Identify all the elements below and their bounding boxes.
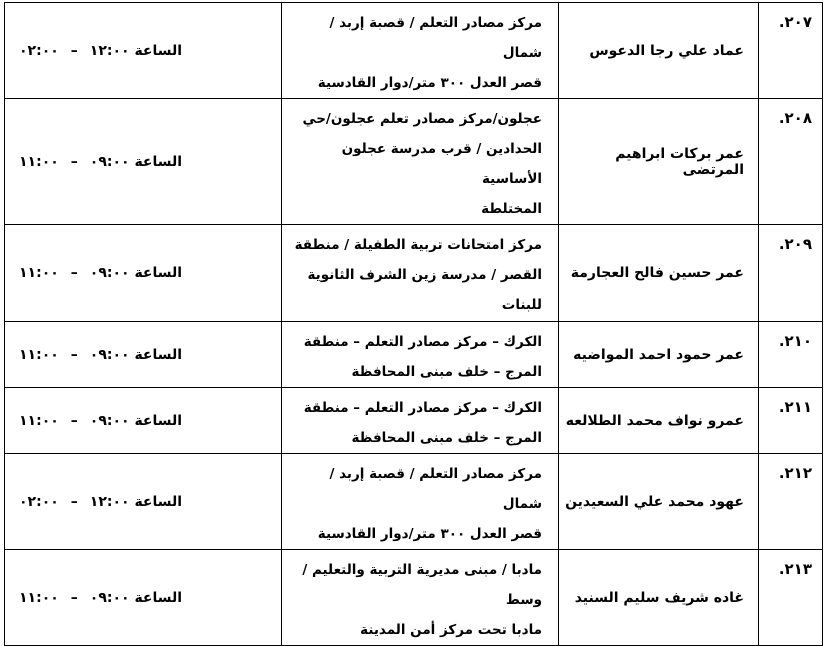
candidate-name xyxy=(559,454,759,550)
location-line: عجلون/مركز مصادر تعلم عجلون/حي xyxy=(302,111,542,127)
candidate-name-text: عمرو نواف محمد الطلالعه xyxy=(565,412,744,429)
candidate-name-text: عمر بركات ابراهيم المرتضى xyxy=(615,145,744,178)
time-label: الساعة xyxy=(134,42,183,59)
location-line: للبنات xyxy=(501,297,542,313)
row-number-text: ٢١٠. xyxy=(778,332,812,350)
candidate-name xyxy=(559,388,759,454)
time-dash: – xyxy=(70,153,78,170)
candidate-name xyxy=(559,322,759,388)
location-line: الكرك – مركز مصادر التعلم – منطقة xyxy=(303,400,542,416)
time-from: ٠٩:٠٠ xyxy=(89,412,130,429)
row-number xyxy=(759,225,823,322)
table-row xyxy=(5,322,823,388)
time-from: ١٢:٠٠ xyxy=(89,493,130,510)
row-number xyxy=(759,388,823,454)
time-to: ١١:٠٠ xyxy=(19,589,59,606)
time-cell xyxy=(5,225,282,322)
time-cell xyxy=(5,550,282,646)
location-line: مركز امتحانات تربية الطفيلة / منطقة xyxy=(294,237,542,253)
row-number xyxy=(759,322,823,388)
time-dash: – xyxy=(70,42,78,59)
row-number-text: ٢١٣. xyxy=(778,560,812,578)
time-label: الساعة xyxy=(134,346,183,363)
location-cell xyxy=(282,454,559,550)
time-from: ٠٩:٠٠ xyxy=(89,265,130,281)
time-dash: – xyxy=(70,346,78,363)
row-number-text: ٢٠٨. xyxy=(778,109,812,127)
time-dash: – xyxy=(70,265,78,281)
location-cell xyxy=(282,550,559,646)
time-cell xyxy=(5,454,282,550)
candidate-name-text: عمر حمود احمد المواضيه xyxy=(573,346,744,363)
time-cell xyxy=(5,388,282,454)
location-line: القصر / مدرسة زين الشرف الثانوية xyxy=(307,267,542,283)
location-cell xyxy=(282,322,559,388)
time-from: ١٢:٠٠ xyxy=(89,42,130,59)
location-line: مركز مصادر التعلم / قصبة إربد / شمال xyxy=(329,15,542,61)
candidate-name xyxy=(559,3,759,99)
time-cell xyxy=(5,99,282,225)
table-row xyxy=(5,550,823,646)
row-number xyxy=(759,99,823,225)
table-row xyxy=(5,454,823,550)
candidate-name xyxy=(559,99,759,225)
candidate-name-text: عمر حسين فالح العجارمة xyxy=(570,265,744,281)
location-cell xyxy=(282,3,559,99)
time-label: الساعة xyxy=(134,493,183,510)
time-label: الساعة xyxy=(134,265,183,281)
time-dash: – xyxy=(70,589,78,606)
time-to: ١١:٠٠ xyxy=(19,412,59,429)
row-number-text: ٢١٢. xyxy=(778,464,812,482)
time-label: الساعة xyxy=(134,412,183,429)
time-to: ١١:٠٠ xyxy=(19,346,59,363)
time-cell xyxy=(5,322,282,388)
time-from: ٠٩:٠٠ xyxy=(89,589,130,606)
time-dash: – xyxy=(70,493,78,510)
location-line: مادبا تحت مركز أمن المدينة xyxy=(360,622,542,638)
location-cell xyxy=(282,225,559,322)
row-number-text: ٢٠٧. xyxy=(778,13,812,31)
time-to: ١١:٠٠ xyxy=(19,153,59,170)
candidate-name-text: غاده شريف سليم السنيد xyxy=(574,589,744,606)
row-number xyxy=(759,454,823,550)
candidate-name-text: عهود محمد علي السعيدين xyxy=(565,493,744,510)
location-line: الكرك – مركز مصادر التعلم – منطقة xyxy=(303,334,542,350)
time-to: ٠٢:٠٠ xyxy=(19,42,59,59)
location-line: المرج – خلف مبنى المحافظة xyxy=(351,430,542,446)
row-number-text: ٢١١. xyxy=(778,398,812,416)
location-line: مركز مصادر التعلم / قصبة إربد / شمال xyxy=(329,466,542,512)
time-cell xyxy=(5,3,282,99)
time-from: ٠٩:٠٠ xyxy=(89,153,130,170)
row-number xyxy=(759,3,823,99)
location-cell xyxy=(282,388,559,454)
location-line: مادبا / مبنى مديرية التربية والتعليم /وسط xyxy=(302,562,542,608)
location-line: قصر العدل ٣٠٠ متر/دوار القادسية xyxy=(317,75,542,91)
candidate-name-text: عماد علي رجا الدعوس xyxy=(589,42,744,59)
location-line: المرج – خلف مبنى المحافظة xyxy=(351,364,542,380)
time-to: ٠٢:٠٠ xyxy=(19,493,59,510)
location-line: المختلطة xyxy=(481,201,542,217)
row-number xyxy=(759,550,823,646)
location-cell xyxy=(282,99,559,225)
time-to: ١١:٠٠ xyxy=(19,265,59,281)
appointments-table xyxy=(4,2,823,646)
table-row xyxy=(5,3,823,99)
time-label: الساعة xyxy=(134,589,183,606)
time-from: ٠٩:٠٠ xyxy=(89,346,130,363)
location-line: الحدادين / قرب مدرسة عجلون الأساسية xyxy=(341,141,542,187)
location-line: قصر العدل ٣٠٠ متر/دوار القادسية xyxy=(317,526,542,542)
row-number-text: ٢٠٩. xyxy=(778,235,812,253)
time-label: الساعة xyxy=(134,153,183,170)
candidate-name xyxy=(559,225,759,322)
candidate-name xyxy=(559,550,759,646)
table-row xyxy=(5,388,823,454)
table-row xyxy=(5,225,823,322)
table-row xyxy=(5,99,823,225)
time-dash: – xyxy=(70,412,78,429)
